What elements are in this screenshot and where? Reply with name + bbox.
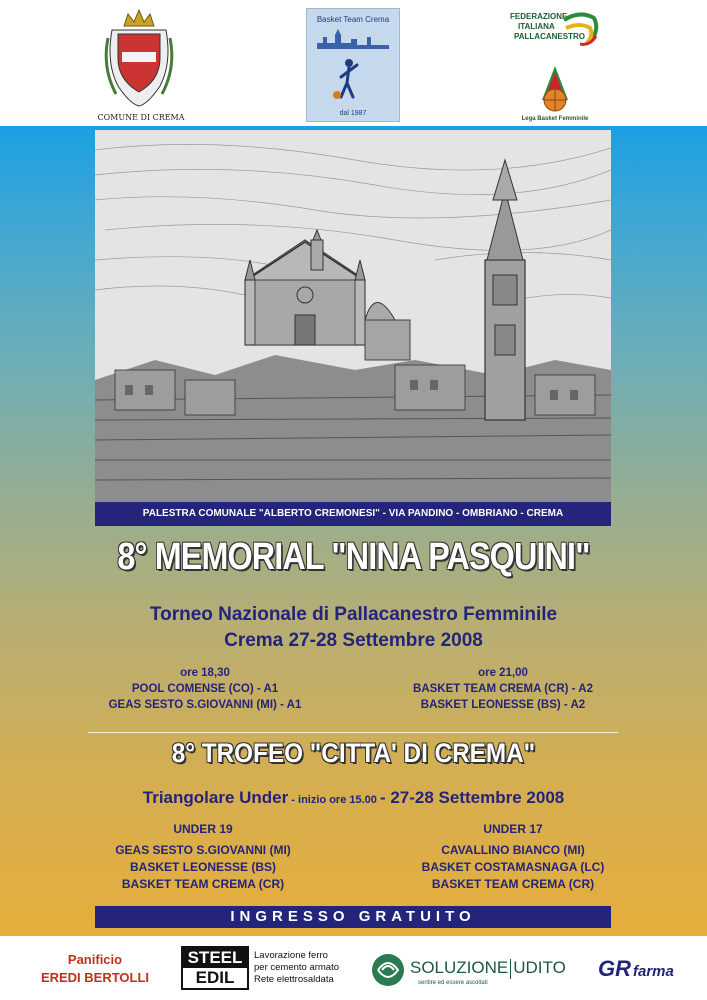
basket-team-crema-logo: [306, 8, 400, 122]
ingresso-gratuito-banner: INGRESSO GRATUITO: [95, 906, 611, 928]
under19-team: BASKET TEAM CREMA (CR): [121, 877, 285, 891]
edil-word: EDIL: [195, 968, 235, 987]
comune-di-crema-crest-icon: [104, 8, 174, 108]
printer-credit: [680, 866, 688, 926]
federation-swoosh-icon: [560, 10, 600, 50]
soluzione-udito-swirl-icon: [370, 952, 406, 988]
soluzione-divider: [510, 959, 511, 979]
panificio-label: Panificio: [67, 952, 123, 967]
under17-team: BASKET TEAM CREMA (CR): [431, 877, 595, 891]
under19-team: BASKET LEONESSE (BS): [129, 860, 276, 874]
gr-mark: GR: [598, 956, 631, 981]
federation-line-2: ITALIANA: [518, 22, 555, 31]
steeledil-desc-line: Lavorazione ferro: [254, 950, 328, 961]
match-right-team-1: BASKET TEAM CREMA (CR) - A2: [413, 683, 593, 695]
under17-block: [363, 821, 663, 893]
soluzione-tagline: sentire ed essere ascoltati: [418, 980, 488, 986]
match-left-team-1: POOL COMENSE (CO) - A1: [131, 683, 279, 695]
match-right-team-2: BASKET LEONESSE (BS) - A2: [420, 699, 586, 711]
poster-header: [0, 0, 707, 126]
memorial-subtitle: Torneo Nazionale di Pallacanestro Femminile: [149, 604, 558, 625]
match-left-team-2: GEAS SESTO S.GIOVANNI (MI) - A1: [108, 699, 302, 711]
under17-team: BASKET COSTAMASNAGA (LC): [421, 860, 605, 874]
poster-body: [0, 126, 707, 936]
steeledil-desc-line: Rete elettrosaldata: [254, 974, 334, 985]
section-divider: [88, 732, 618, 733]
team-logo-title: Basket Team Crema: [316, 15, 390, 24]
farma-word: farma: [633, 963, 674, 980]
sponsor-soluzione-udito: [410, 958, 566, 979]
comune-caption: COMUNE DI CREMA: [97, 113, 185, 122]
lega-text: Lega Basket Femminile: [521, 116, 589, 122]
match-time-left: ore 18,30: [180, 667, 230, 679]
under17-label: UNDER 17: [483, 822, 543, 836]
memorial-title: 8° MEMORIAL "NINA PASQUINI": [117, 536, 590, 578]
match-block-right: [343, 665, 663, 713]
soluzione-word: SOLUZIONE: [410, 958, 509, 977]
steeledil-desc-line: per cemento armato: [254, 962, 340, 973]
steeledil-description: [254, 950, 354, 986]
venue-banner: PALESTRA COMUNALE "ALBERTO CREMONESI" - VIA PANDINO - OMBRIANO - CREMA: [95, 502, 611, 526]
triangolare-dates: - 27-28 Settembre 2008: [379, 788, 565, 807]
triangolare-line: [0, 788, 707, 808]
federazione-logo: [508, 10, 598, 60]
crema-cathedral-sketch: [95, 130, 611, 502]
steel-word: STEEL: [183, 948, 247, 968]
panificio-name: EREDI BERTOLLI: [40, 970, 150, 985]
under19-team: GEAS SESTO S.GIOVANNI (MI): [115, 843, 291, 857]
under19-label: UNDER 19: [173, 822, 233, 836]
memorial-dates: Crema 27-28 Settembre 2008: [224, 630, 483, 651]
sponsor-gr-farma: [598, 956, 674, 982]
match-block-left: [45, 665, 365, 713]
trofeo-title: 8° TROFEO "CITTA' DI CREMA": [171, 738, 536, 768]
sponsor-panificio: [20, 952, 170, 985]
lega-ball-icon: [520, 66, 590, 114]
team-logo-since: dal 1987: [339, 110, 367, 117]
sponsor-footer: [0, 936, 707, 1000]
sponsor-steeledil-logo: [181, 946, 249, 990]
match-time-right: ore 21,00: [478, 667, 528, 679]
lega-basket-logo: [520, 66, 590, 122]
skyline-player-icon: [307, 25, 399, 115]
federation-line-1: FEDERAZIONE: [510, 12, 568, 21]
under17-team: CAVALLINO BIANCO (MI): [441, 843, 585, 857]
federation-line-3: PALLACANESTRO: [514, 32, 585, 41]
triangolare-start: - inizio ore 15.00: [288, 794, 380, 806]
triangolare-label: Triangolare Under: [142, 788, 289, 807]
under19-block: [53, 821, 353, 893]
udito-word: UDITO: [513, 958, 566, 977]
